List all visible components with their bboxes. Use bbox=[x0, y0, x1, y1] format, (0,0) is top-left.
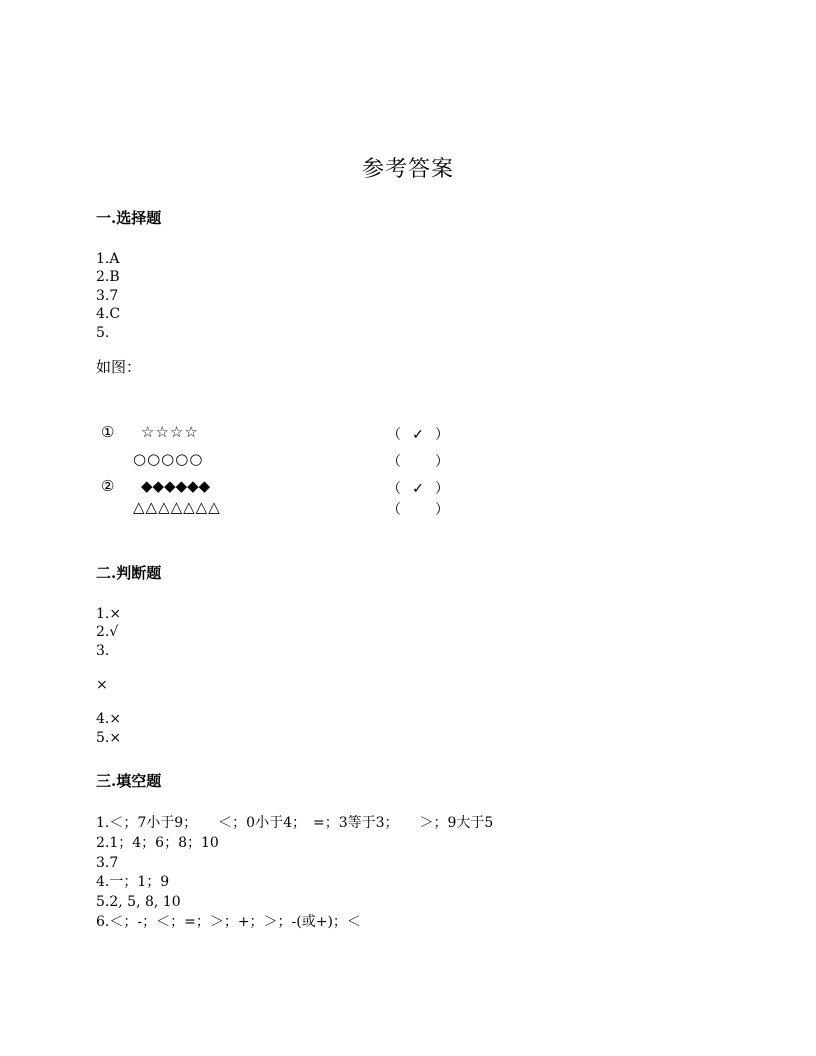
section-heading-judgement: 二.判断题 bbox=[96, 564, 162, 582]
paren-right: ） bbox=[435, 427, 449, 443]
choice-answer-4: 4.C bbox=[96, 306, 121, 322]
paren-right: ） bbox=[435, 502, 449, 518]
judgement-answer-3-mark: × bbox=[96, 677, 108, 693]
choice-answer-3: 3.7 bbox=[96, 288, 119, 304]
judgement-answer-2: 2.√ bbox=[96, 624, 119, 640]
check-mark-icon: ✓ bbox=[412, 481, 424, 497]
answer-box-2 bbox=[387, 451, 449, 471]
circle-row: ○○○○○ bbox=[133, 450, 204, 468]
choice-answer-1: 1.A bbox=[96, 251, 120, 267]
star-row: ☆☆☆☆ bbox=[141, 423, 199, 441]
page-title: 参考答案 bbox=[361, 157, 454, 182]
judgement-answer-5: 5.× bbox=[96, 730, 122, 746]
paren-left: （ bbox=[387, 481, 401, 497]
triangle-row: △△△△△△△ bbox=[133, 498, 221, 516]
judgement-answer-1: 1.× bbox=[96, 606, 122, 622]
answer-box-1 bbox=[387, 424, 449, 444]
paren-right: ） bbox=[435, 454, 449, 470]
fill-answer-4: 4.一；1；9 bbox=[96, 874, 170, 890]
section-heading-choice: 一.选择题 bbox=[96, 209, 162, 227]
answer-box-4 bbox=[387, 499, 449, 519]
choice-answer-2: 2.B bbox=[96, 269, 120, 285]
judgement-answer-4: 4.× bbox=[96, 711, 122, 727]
fill-answer-2: 2.1；4；6；8；10 bbox=[96, 835, 219, 851]
figure-caption: 如图： bbox=[96, 358, 142, 376]
diamond-row: ◆◆◆◆◆◆ bbox=[141, 477, 211, 495]
paren-left: （ bbox=[387, 454, 401, 470]
fill-answer-5: 5.2, 5, 8, 10 bbox=[96, 894, 181, 910]
fill-answer-3: 3.7 bbox=[96, 855, 119, 871]
judgement-answer-3: 3. bbox=[96, 643, 110, 659]
choice-answer-5: 5. bbox=[96, 325, 110, 341]
figure-row-label-2: ② bbox=[101, 477, 115, 495]
paren-right: ） bbox=[435, 481, 449, 497]
answer-box-3 bbox=[387, 478, 449, 498]
paren-left: （ bbox=[387, 502, 401, 518]
figure-row-label-1: ① bbox=[101, 423, 115, 441]
check-mark-icon: ✓ bbox=[412, 427, 424, 443]
fill-answer-1: 1.＜；7小于9； ＜；0小于4； =；3等于3； ＞；9大于5 bbox=[96, 815, 494, 831]
fill-answer-6: 6.＜；-；＜；=；＞；+；＞；-(或+)；＜ bbox=[96, 914, 361, 930]
paren-left: （ bbox=[387, 427, 401, 443]
section-heading-fill: 三.填空题 bbox=[96, 772, 162, 790]
